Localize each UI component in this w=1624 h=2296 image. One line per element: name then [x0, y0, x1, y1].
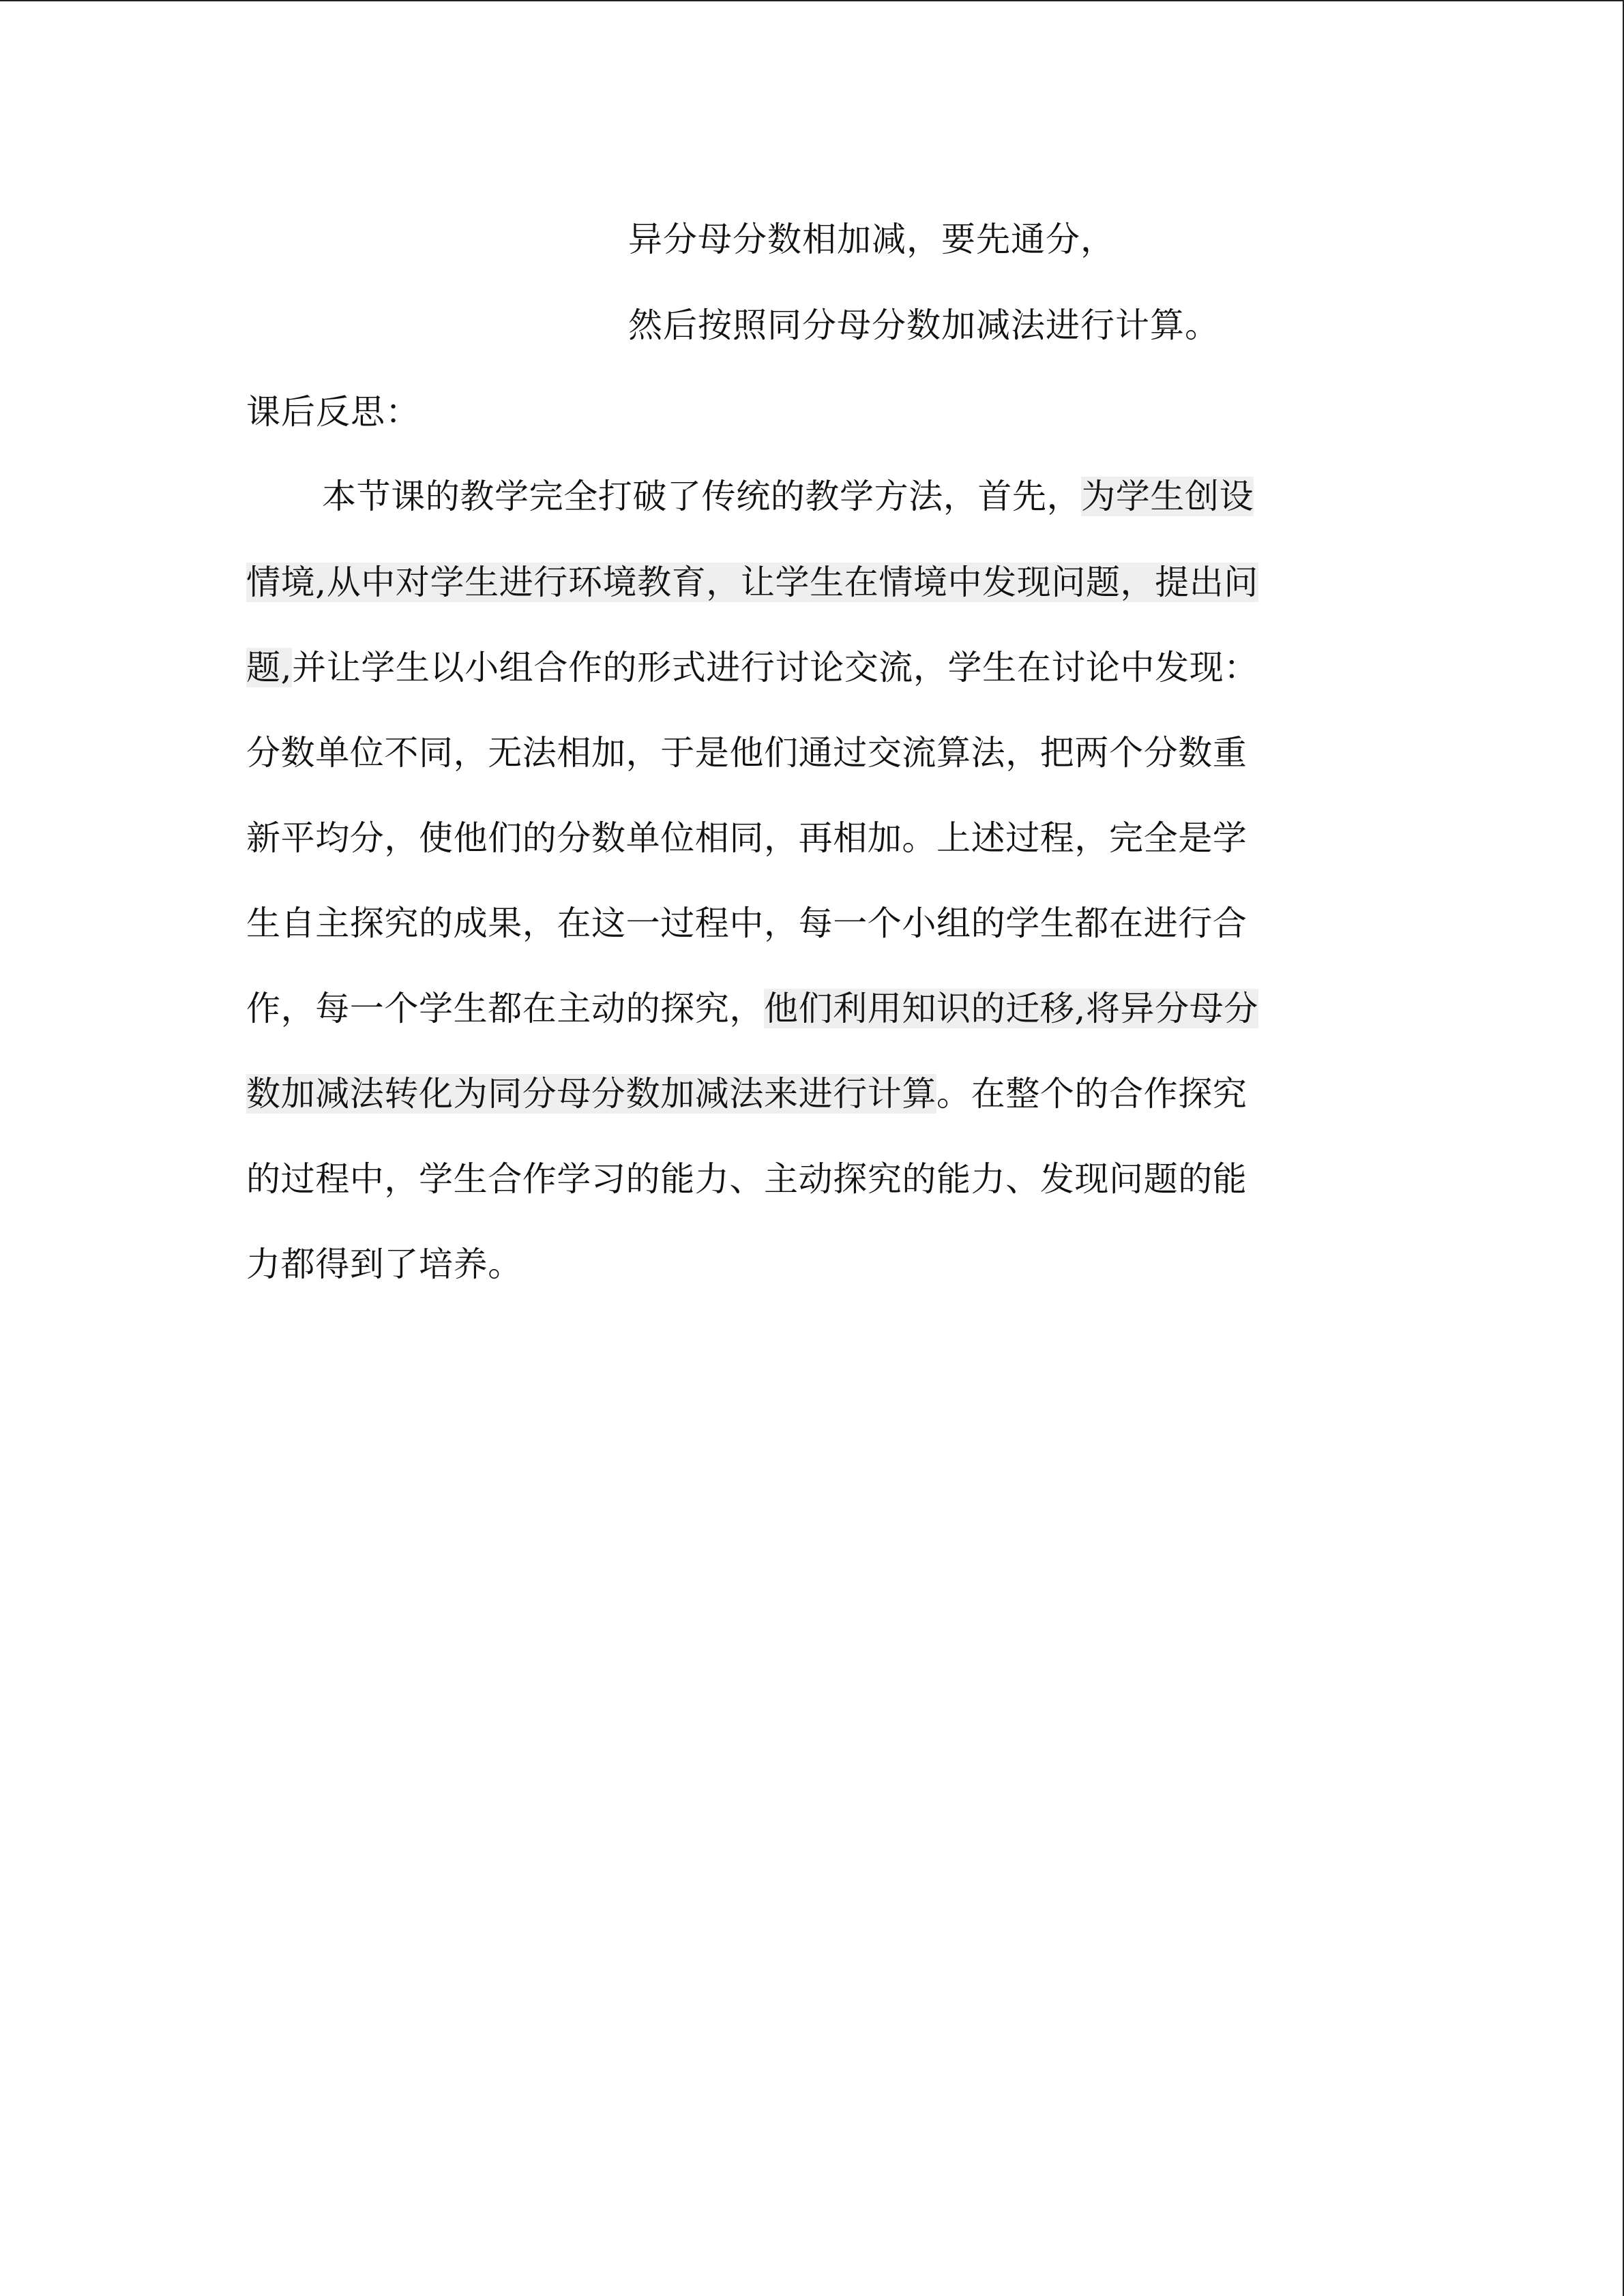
paragraph-line	[246, 1243, 522, 1285]
text-run: 作，每一个学生都在主动的探究，	[246, 989, 764, 1028]
highlighted-text: 情境,从中对学生进行环境教育，让学生在情境中发现问题，提出问	[246, 563, 1258, 602]
text-run: 力都得到了培养。	[246, 1244, 522, 1284]
text-run: 分数单位不同，无法相加，于是他们通过交流算法，把两个分数重	[246, 733, 1247, 773]
text-run: 新平均分，使他们的分数单位相同，再相加。上述过程，完全是学	[246, 818, 1247, 858]
text-run: 并让学生以小组合作的形式进行讨论交流，学生在讨论中发现：	[292, 648, 1258, 687]
summary-line-1: 异分母分数相加减，要先通分，	[628, 220, 1115, 259]
paragraph-line	[246, 732, 1247, 774]
paragraph-line	[246, 817, 1247, 859]
text-run: 的过程中，学生合作学习的能力、主动探究的能力、发现问题的能	[246, 1159, 1247, 1199]
paragraph-line	[246, 1073, 1247, 1115]
highlighted-text: 题,	[246, 648, 293, 687]
highlighted-text: 他们利用知识的迁移,将异分母分	[764, 989, 1258, 1028]
text-run: 生自主探究的成果，在这一过程中，每一个小组的学生都在进行合	[246, 904, 1247, 943]
paragraph-line	[246, 1158, 1247, 1200]
paragraph-line	[246, 561, 1258, 603]
paragraph-line	[322, 475, 1254, 518]
paragraph-line	[246, 902, 1247, 944]
paragraph-line	[246, 987, 1258, 1030]
text-run: 。在整个的合作探究	[936, 1074, 1247, 1114]
highlighted-text: 数加减法转化为同分母分数加减法来进行计算	[246, 1074, 936, 1114]
text-run: 本节课的教学完全打破了传统的教学方法，首先，	[322, 477, 1082, 516]
paragraph-line	[246, 646, 1258, 689]
highlighted-text: 为学生创设	[1081, 477, 1254, 516]
summary-line-2: 然后按照同分母分数加减法进行计算。	[628, 305, 1220, 345]
reflection-heading: 课后反思：	[246, 392, 420, 432]
